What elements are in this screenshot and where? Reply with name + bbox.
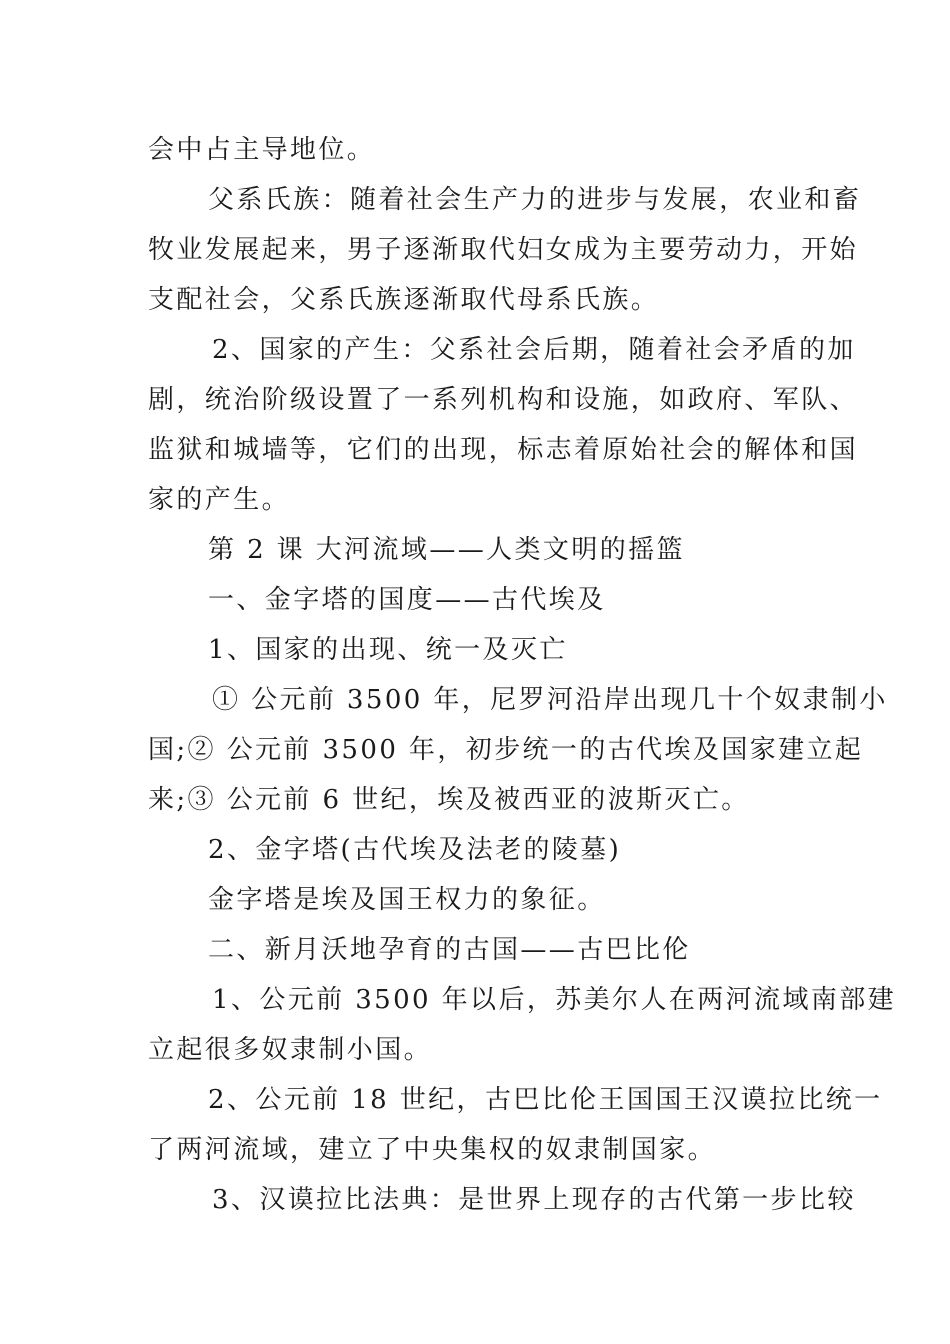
text-line: 2、公元前 18 世纪，古巴比伦王国国王汉谟拉比统一 — [208, 1085, 883, 1115]
subsection-heading: 2、金字塔(古代埃及法老的陵墓) — [208, 835, 622, 865]
text-line: 会中占主导地位。 — [148, 135, 376, 165]
subsection-heading: 1、国家的出现、统一及灭亡 — [208, 635, 568, 665]
text-line: 来;③ 公元前 6 世纪，埃及被西亚的波斯灭亡。 — [148, 785, 750, 815]
text-line: 牧业发展起来，男子逐渐取代妇女成为主要劳动力，开始 — [148, 235, 859, 265]
text-line: ① 公元前 3500 年，尼罗河沿岸出现几十个奴隶制小 — [212, 685, 888, 715]
lesson-heading: 第 2 课 大河流域——人类文明的摇篮 — [208, 535, 685, 565]
text-line: 父系氏族：随着社会生产力的进步与发展，农业和畜 — [208, 185, 862, 215]
text-line: 2、国家的产生：父系社会后期，随着社会矛盾的加 — [212, 335, 856, 365]
text-line: 1、公元前 3500 年以后，苏美尔人在两河流域南部建 — [212, 985, 897, 1015]
text-line: 支配社会，父系氏族逐渐取代母系氏族。 — [148, 285, 660, 315]
text-line: 国;② 公元前 3500 年，初步统一的古代埃及国家建立起 — [148, 735, 864, 765]
text-line: 监狱和城墙等，它们的出现，标志着原始社会的解体和国 — [148, 435, 859, 465]
text-line: 了两河流域，建立了中央集权的奴隶制国家。 — [148, 1135, 717, 1165]
text-line: 金字塔是埃及国王权力的象征。 — [208, 885, 606, 915]
section-heading: 一、金字塔的国度——古代埃及 — [208, 585, 606, 615]
text-line: 立起很多奴隶制小国。 — [148, 1035, 433, 1065]
text-line: 剧，统治阶级设置了一系列机构和设施，如政府、军队、 — [148, 385, 859, 415]
text-line: 家的产生。 — [148, 485, 291, 515]
text-line: 3、汉谟拉比法典：是世界上现存的古代第一步比较 — [212, 1185, 856, 1215]
section-heading: 二、新月沃地孕育的古国——古巴比伦 — [208, 935, 691, 965]
